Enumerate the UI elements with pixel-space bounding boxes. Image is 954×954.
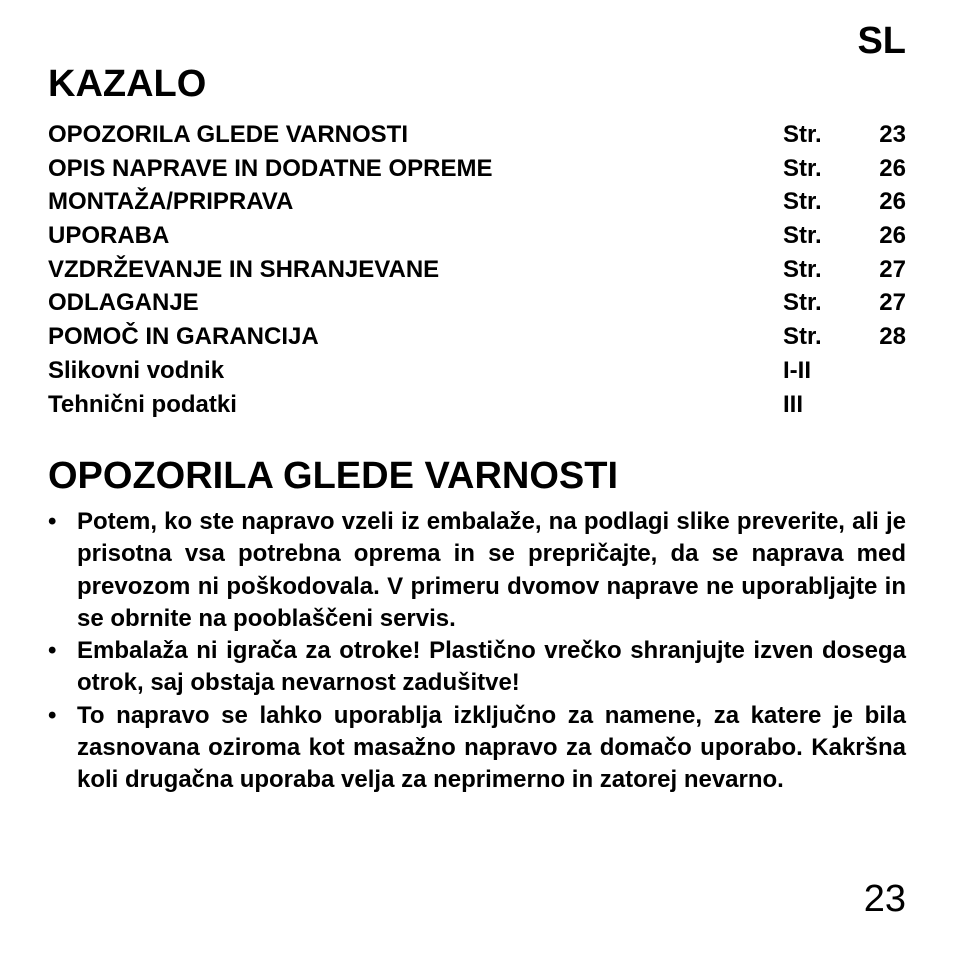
toc-row bbox=[48, 152, 906, 186]
toc-label: OPOZORILA GLEDE VARNOSTI bbox=[48, 121, 409, 148]
toc-prefix: Str. bbox=[783, 188, 822, 216]
table-of-contents bbox=[48, 118, 906, 421]
bullet-icon: • bbox=[48, 508, 57, 535]
toc-prefix: Str. bbox=[783, 222, 822, 250]
toc-page: 26 bbox=[879, 188, 906, 216]
page-number: 23 bbox=[863, 878, 906, 920]
toc-title: KAZALO bbox=[48, 63, 207, 105]
toc-row bbox=[48, 286, 906, 320]
toc-label: POMOČ IN GARANCIJA bbox=[48, 323, 319, 351]
list-item-text: Embalaža ni igrača za otroke! Plastično vrečko shranjujte izven dosega otrok, saj obstaja nevarnost zadušitve! bbox=[77, 637, 906, 697]
toc-row bbox=[48, 253, 906, 287]
list-item bbox=[48, 635, 906, 700]
toc-row bbox=[48, 219, 906, 253]
toc-page: 26 bbox=[879, 154, 906, 182]
toc-row bbox=[48, 354, 906, 388]
safety-list bbox=[48, 506, 906, 797]
toc-row bbox=[48, 185, 906, 219]
toc-prefix: Str. bbox=[783, 255, 822, 283]
toc-row bbox=[48, 320, 906, 354]
toc-page: 27 bbox=[879, 289, 906, 317]
toc-prefix: I-II bbox=[783, 356, 811, 384]
toc-page: 28 bbox=[879, 323, 906, 351]
bullet-icon: • bbox=[48, 701, 57, 729]
list-item bbox=[48, 700, 906, 797]
toc-label: Slikovni vodnik bbox=[48, 356, 225, 384]
toc-prefix: Str. bbox=[783, 121, 822, 148]
toc-row bbox=[48, 388, 906, 422]
bullet-icon: • bbox=[48, 637, 57, 665]
toc-label: UPORABA bbox=[48, 222, 170, 250]
list-item-text: To napravo se lahko uporablja izključno za namene, za katere je bila zasnovana oziroma kot masažno napravo za domačo uporabo. Kakršna koli drugačna uporaba velja za neprimerno in zatorej nevarno. bbox=[77, 701, 906, 794]
toc-prefix: III bbox=[783, 390, 804, 418]
toc-row bbox=[48, 118, 906, 152]
toc-page: 23 bbox=[879, 121, 906, 148]
list-item-text: Potem, ko ste napravo vzeli iz embalaže, na podlagi slike preverite, ali je prisotna vsa potrebna oprema in se prepričajte, da se naprava med prevozom ni poškodovala. V primeru dvomov naprave ne uporabljajte in se obrnite na pooblaščeni servis. bbox=[77, 508, 906, 632]
toc-page: 26 bbox=[879, 222, 906, 250]
toc-page: 27 bbox=[879, 255, 906, 283]
toc-prefix: Str. bbox=[783, 154, 822, 182]
section-title: OPOZORILA GLEDE VARNOSTI bbox=[48, 455, 619, 497]
toc-label: Tehnični podatki bbox=[48, 390, 237, 418]
toc-prefix: Str. bbox=[783, 323, 822, 351]
language-code: SL bbox=[857, 20, 906, 62]
toc-label: MONTAŽA/PRIPRAVA bbox=[48, 188, 294, 216]
toc-label: OPIS NAPRAVE IN DODATNE OPREME bbox=[48, 154, 493, 182]
toc-label: ODLAGANJE bbox=[48, 289, 199, 317]
toc-prefix: Str. bbox=[783, 289, 822, 317]
list-item bbox=[48, 506, 906, 635]
toc-label: VZDRŽEVANJE IN SHRANJEVANE bbox=[48, 255, 440, 283]
